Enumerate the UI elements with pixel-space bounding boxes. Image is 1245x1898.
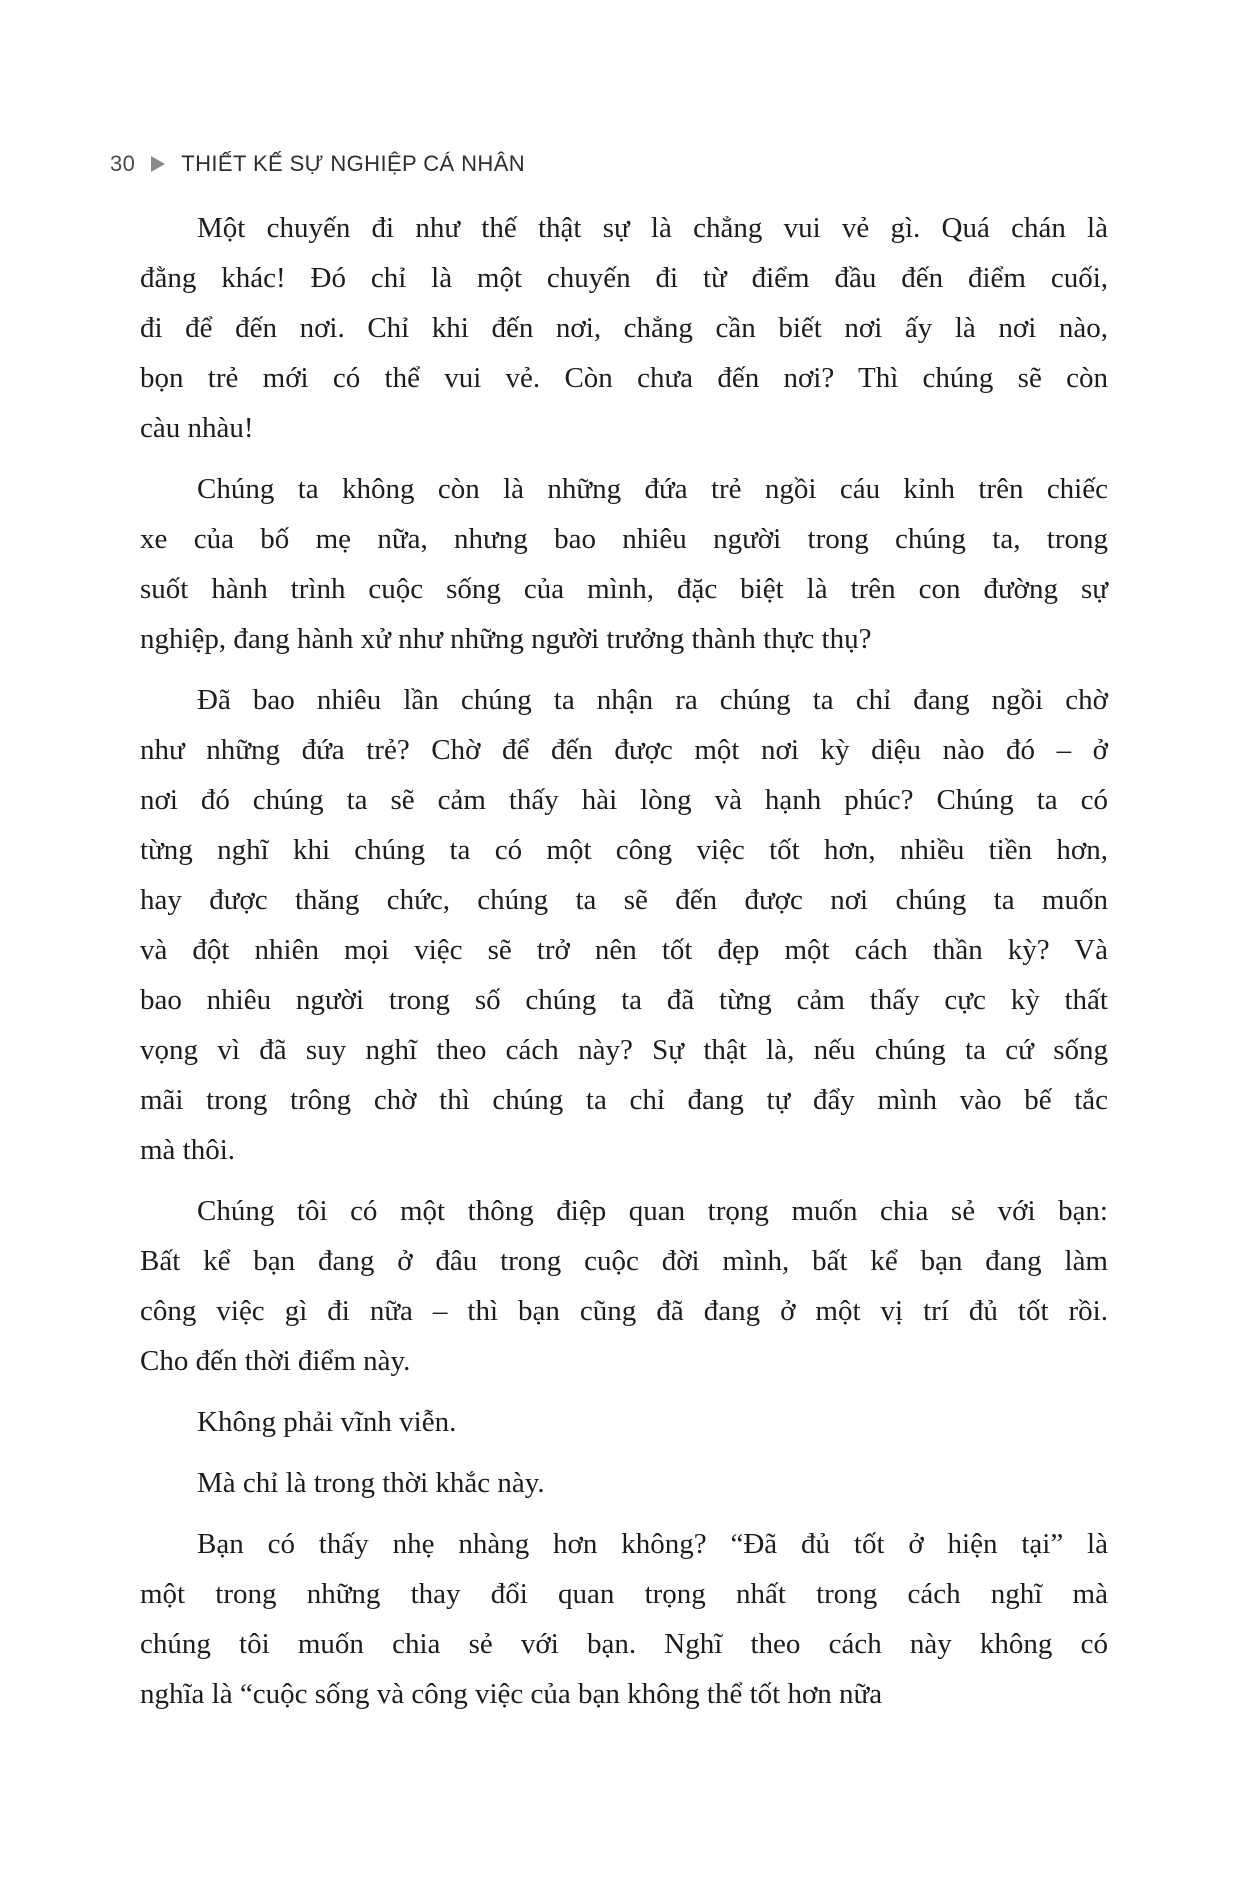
text-line: hay được thăng chức, chúng ta sẽ đến được nơi chúng ta muốn <box>140 884 1108 916</box>
paragraph <box>140 464 1108 664</box>
page-body <box>140 203 1108 1730</box>
text-line: nơi đó chúng ta sẽ cảm thấy hài lòng và hạnh phúc? Chúng ta có <box>140 784 1108 816</box>
text-line: từng nghĩ khi chúng ta có một công việc tốt hơn, nhiều tiền hơn, <box>140 834 1108 866</box>
text-line: đằng khác! Đó chỉ là một chuyến đi từ điểm đầu đến điểm cuối, <box>140 262 1108 294</box>
text-line: chúng tôi muốn chia sẻ với bạn. Nghĩ theo cách này không có <box>140 1628 1108 1660</box>
text-line: Chúng ta không còn là những đứa trẻ ngồi cáu kỉnh trên chiếc <box>197 473 1108 505</box>
chapter-title: THIẾT KẾ SỰ NGHIỆP CÁ NHÂN <box>181 151 526 176</box>
text-line: mãi trong trông chờ thì chúng ta chỉ đang tự đẩy mình vào bế tắc <box>140 1084 1108 1116</box>
text-line: một trong những thay đổi quan trọng nhất trong cách nghĩ mà <box>140 1578 1108 1610</box>
text-line: Đã bao nhiêu lần chúng ta nhận ra chúng ta chỉ đang ngồi chờ <box>197 684 1108 716</box>
text-line: như những đứa trẻ? Chờ để đến được một nơi kỳ diệu nào đó – ở <box>140 734 1108 766</box>
paragraph <box>140 1397 1108 1447</box>
text-line: và đột nhiên mọi việc sẽ trở nên tốt đẹp một cách thần kỳ? Và <box>140 934 1108 966</box>
text-line: mà thôi. <box>140 1134 236 1166</box>
text-line: Không phải vĩnh viễn. <box>197 1406 457 1438</box>
text-line: Bạn có thấy nhẹ nhàng hơn không? “Đã đủ tốt ở hiện tại” là <box>197 1528 1108 1560</box>
paragraph <box>140 675 1108 1175</box>
text-line: vọng vì đã suy nghĩ theo cách này? Sự thật là, nếu chúng ta cứ sống <box>140 1034 1108 1066</box>
text-line: nghĩa là “cuộc sống và công việc của bạn không thể tốt hơn nữa <box>140 1678 883 1710</box>
right-arrow-icon <box>151 156 165 172</box>
text-line: Mà chỉ là trong thời khắc này. <box>197 1467 545 1499</box>
text-line: suốt hành trình cuộc sống của mình, đặc biệt là trên con đường sự <box>140 573 1108 605</box>
text-line: càu nhàu! <box>140 412 254 444</box>
text-line: bao nhiêu người trong số chúng ta đã từng cảm thấy cực kỳ thất <box>140 984 1108 1016</box>
text-line: Một chuyến đi như thế thật sự là chẳng vui vẻ gì. Quá chán là <box>197 212 1108 244</box>
text-line: Chúng tôi có một thông điệp quan trọng muốn chia sẻ với bạn: <box>197 1195 1108 1227</box>
paragraph <box>140 1519 1108 1719</box>
text-line: đi để đến nơi. Chỉ khi đến nơi, chẳng cần biết nơi ấy là nơi nào, <box>140 312 1108 344</box>
text-line: Bất kể bạn đang ở đâu trong cuộc đời mình, bất kể bạn đang làm <box>140 1245 1108 1277</box>
text-line: Cho đến thời điểm này. <box>140 1345 411 1377</box>
text-line: bọn trẻ mới có thể vui vẻ. Còn chưa đến nơi? Thì chúng sẽ còn <box>140 362 1108 394</box>
paragraph <box>140 203 1108 453</box>
text-line: nghiệp, đang hành xử như những người trưởng thành thực thụ? <box>140 623 872 655</box>
text-line: xe của bố mẹ nữa, nhưng bao nhiêu người trong chúng ta, trong <box>140 523 1108 555</box>
page-number: 30 <box>110 151 136 176</box>
paragraph <box>140 1186 1108 1386</box>
text-line: công việc gì đi nữa – thì bạn cũng đã đang ở một vị trí đủ tốt rồi. <box>140 1295 1108 1327</box>
running-header <box>110 151 525 177</box>
paragraph <box>140 1458 1108 1508</box>
